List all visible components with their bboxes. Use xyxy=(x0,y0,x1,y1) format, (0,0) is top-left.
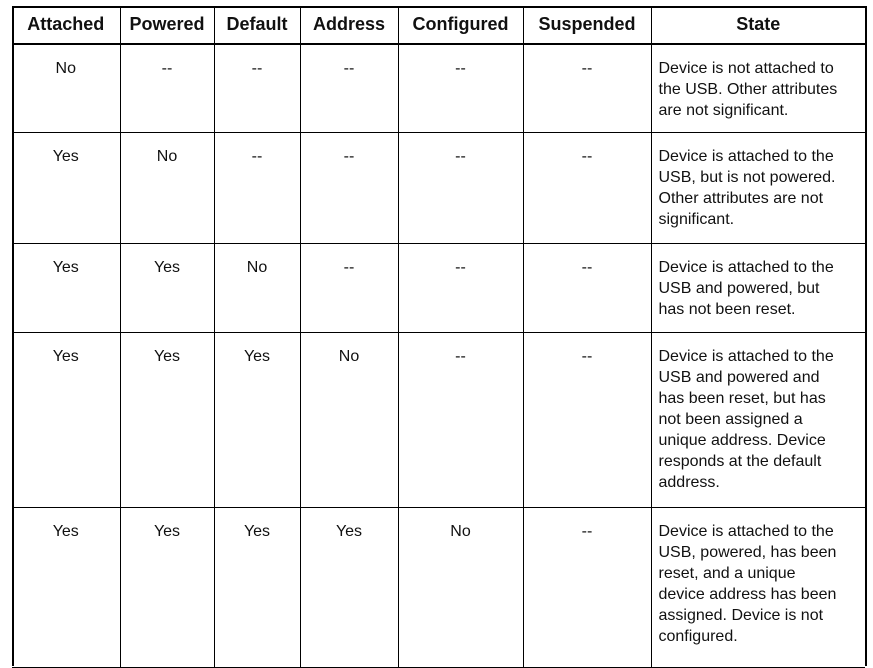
table-row xyxy=(12,243,865,332)
usb-device-states-table xyxy=(12,6,865,668)
cell-attached: Yes xyxy=(12,332,120,507)
cell-powered: -- xyxy=(120,44,214,132)
cell-powered: Yes xyxy=(120,243,214,332)
cell-powered: Yes xyxy=(120,332,214,507)
table-row xyxy=(12,132,865,243)
cell-attached: Yes xyxy=(12,243,120,332)
cell-address: Yes xyxy=(300,507,398,667)
header-default: Default xyxy=(214,6,300,44)
header-state: State xyxy=(651,6,865,44)
cell-state: Device is attached to the USB and powered, but has not been reset. xyxy=(651,243,865,332)
cell-configured: No xyxy=(398,507,523,667)
cell-suspended: -- xyxy=(523,332,651,507)
header-powered: Powered xyxy=(120,6,214,44)
header-attached: Attached xyxy=(12,6,120,44)
cell-address: -- xyxy=(300,44,398,132)
cell-attached: Yes xyxy=(12,507,120,667)
cell-default: -- xyxy=(214,132,300,243)
cell-default: Yes xyxy=(214,332,300,507)
header-address: Address xyxy=(300,6,398,44)
table-row xyxy=(12,44,865,132)
cell-configured: -- xyxy=(398,44,523,132)
header-configured: Configured xyxy=(398,6,523,44)
table-row xyxy=(12,507,865,667)
cell-address: -- xyxy=(300,243,398,332)
cell-state: Device is attached to the USB, but is not powered. Other attributes are not significant. xyxy=(651,132,865,243)
cell-default: No xyxy=(214,243,300,332)
cell-state: Device is attached to the USB and powered and has been reset, but has not been assigned a unique address. Device responds at the default address. xyxy=(651,332,865,507)
cell-state: Device is attached to the USB, powered, has been reset, and a unique device address has been assigned. Device is not configured. xyxy=(651,507,865,667)
cell-suspended: -- xyxy=(523,507,651,667)
cell-default: Yes xyxy=(214,507,300,667)
cell-attached: Yes xyxy=(12,132,120,243)
cell-address: -- xyxy=(300,132,398,243)
cell-suspended: -- xyxy=(523,132,651,243)
cell-powered: Yes xyxy=(120,507,214,667)
table-row xyxy=(12,332,865,507)
cell-configured: -- xyxy=(398,132,523,243)
cell-address: No xyxy=(300,332,398,507)
cell-attached: No xyxy=(12,44,120,132)
cell-default: -- xyxy=(214,44,300,132)
header-suspended: Suspended xyxy=(523,6,651,44)
cell-configured: -- xyxy=(398,332,523,507)
cell-suspended: -- xyxy=(523,243,651,332)
header-row xyxy=(12,6,865,44)
cell-configured: -- xyxy=(398,243,523,332)
cell-powered: No xyxy=(120,132,214,243)
cell-suspended: -- xyxy=(523,44,651,132)
cell-state: Device is not attached to the USB. Other attributes are not significant. xyxy=(651,44,865,132)
